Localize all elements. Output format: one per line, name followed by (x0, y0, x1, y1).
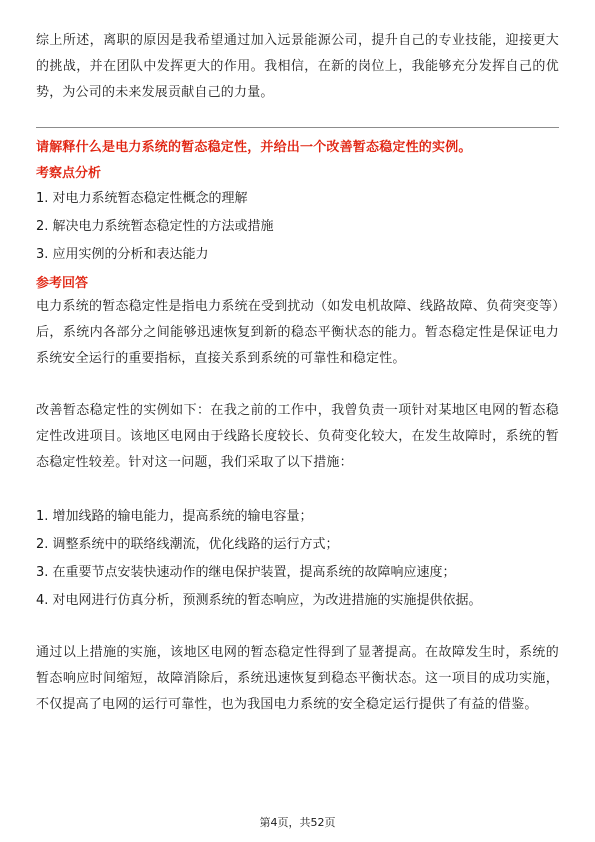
blank-line (36, 476, 559, 502)
measure-item: 4. 对电网进行仿真分析，预测系统的暂态响应，为改进措施的实施提供依据。 (36, 593, 482, 608)
measure-item: 3. 在重要节点安装快速动作的继电保护装置，提高系统的故障响应速度； (36, 565, 456, 580)
measure-item: 1. 增加线路的输电能力，提高系统的输电容量； (36, 509, 313, 524)
intro-paragraph: 综上所述，离职的原因是我希望通过加入远景能源公司，提升自己的专业技能，迎接更大的挑战，并在团队中发挥更大的作用。我相信，在新的岗位上，我能够充分发挥自己的优势，为公司的未来发展贡献自己的力量。 (36, 33, 559, 100)
analysis-title: 考察点分析 (36, 166, 102, 181)
blank-line (36, 614, 559, 640)
answer-title: 参考回答 (36, 276, 89, 291)
answer-paragraph-definition: 电力系统的暂态稳定性是指电力系统在受到扰动（如发电机故障、线路故障、负荷突变等）后，系统内各部分之间能够迅速恢复到新的稳态平衡状态的能力。暂态稳定性是保证电力系统安全运行的重要指标，直接关系到系统的可靠性和稳定性。 (36, 299, 559, 366)
section-divider (36, 127, 559, 128)
analysis-item: 3. 应用实例的分析和表达能力 (36, 247, 209, 262)
blank-line (36, 372, 559, 398)
question-heading: 请解释什么是电力系统的暂态稳定性，并给出一个改善暂态稳定性的实例。 (36, 140, 472, 155)
analysis-item: 1. 对电力系统暂态稳定性概念的理解 (36, 191, 248, 206)
answer-paragraph-example: 改善暂态稳定性的实例如下：在我之前的工作中，我曾负责一项针对某地区电网的暂态稳定性改进项目。该地区电网由于线路长度较长、负荷变化较大，在发生故障时，系统的暂态稳定性较差。针对这一问题，我们采取了以下措施： (36, 403, 559, 470)
analysis-item: 2. 解决电力系统暂态稳定性的方法或措施 (36, 219, 274, 234)
page-footer: 第4页，共52页 (259, 816, 336, 829)
page-content (36, 28, 559, 718)
measure-item: 2. 调整系统中的联络线潮流，优化线路的运行方式； (36, 537, 339, 552)
answer-paragraph-conclusion: 通过以上措施的实施，该地区电网的暂态稳定性得到了显著提高。在故障发生时，系统的暂态响应时间缩短，故障消除后，系统迅速恢复到稳态平衡状态。这一项目的成功实施，不仅提高了电网的运行可靠性，也为我国电力系统的安全稳定运行提供了有益的借鉴。 (36, 645, 559, 712)
